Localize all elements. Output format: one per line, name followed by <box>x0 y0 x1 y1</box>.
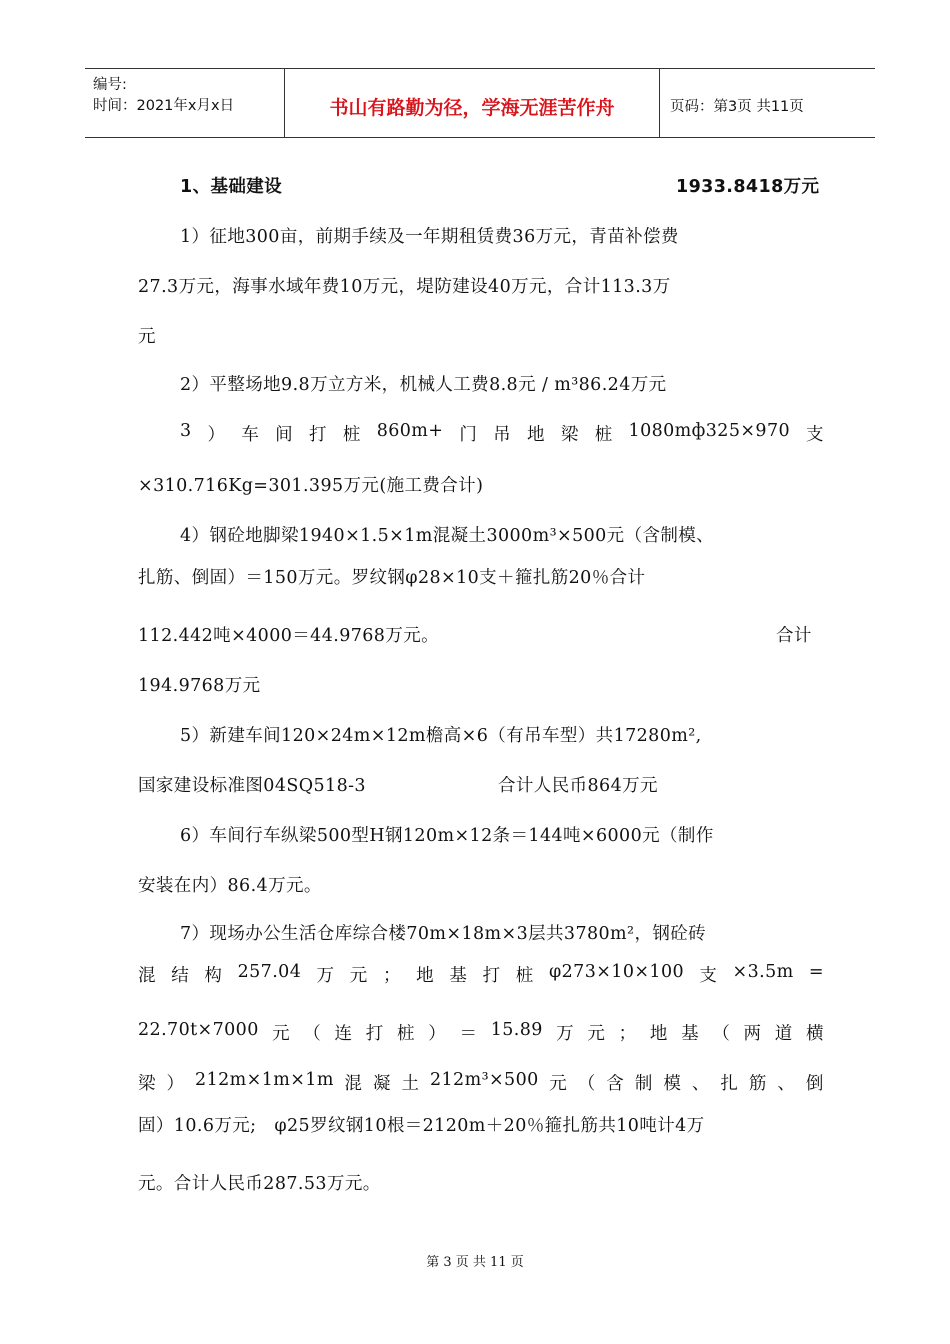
text-token: 支 <box>805 425 824 445</box>
page-header <box>85 68 875 138</box>
text-token: ×3.5m <box>732 962 794 982</box>
text-token: 打 <box>482 966 501 986</box>
text-token: 地 <box>416 966 435 986</box>
paragraph-7-line-6: 元。合计人民币287.53万元。 <box>138 1174 381 1194</box>
paragraph-7-line-5: 固）10.6万元; φ25罗纹钢10根＝2120m＋20％箍扎筋共10吨计4万 <box>138 1116 705 1136</box>
text-token: 212m³×500 <box>429 1070 539 1090</box>
text-token: 基 <box>449 966 468 986</box>
paragraph-1-line-1: 1）征地300亩，前期手续及一年期租赁费36万元，青苗补偿费 <box>180 227 679 247</box>
header-slogan-cell <box>285 69 660 137</box>
text-token: 结 <box>171 966 190 986</box>
text-token: 1080mф325×970 <box>628 421 791 441</box>
text-token: 元 <box>349 966 368 986</box>
text-token: 倒 <box>805 1074 824 1094</box>
text-token: 门 <box>459 425 478 445</box>
paragraph-6-line-1: 6）车间行车纵梁500型H钢120m×12条＝144吨×6000元（制作 <box>180 826 714 846</box>
text-token: ） <box>166 1074 185 1094</box>
text-token: 桩 <box>515 966 534 986</box>
text-token: 元 <box>587 1024 606 1044</box>
header-page-cell <box>660 69 875 137</box>
header-page-code: 页码：第3页 共11页 <box>670 99 804 115</box>
text-token: ） <box>428 1024 447 1044</box>
text-token: 连 <box>334 1024 353 1044</box>
text-token: 打 <box>365 1024 384 1044</box>
text-token: （ <box>712 1024 731 1044</box>
text-token: 制 <box>634 1074 653 1094</box>
paragraph-1-line-3: 元 <box>138 327 156 347</box>
header-meta-cell <box>85 69 285 137</box>
header-slogan: 书山有路勤为径，学海无涯苦作舟 <box>329 97 615 119</box>
text-token: 混 <box>344 1074 363 1094</box>
text-token: （ <box>577 1074 596 1094</box>
text-token: 道 <box>774 1024 793 1044</box>
text-token: = <box>808 962 824 982</box>
document-time-label: 时间：2021年x月x日 <box>93 98 235 114</box>
paragraph-2-line-1: 2）平整场地9.8万立方米，机械人工费8.8元 / m³86.24万元 <box>180 375 667 395</box>
text-token: 桩 <box>594 425 613 445</box>
text-token: 间 <box>275 425 294 445</box>
text-token: 吊 <box>493 425 512 445</box>
paragraph-4-line-3-left: 112.442吨×4000＝44.9768万元。 <box>138 626 440 646</box>
text-token: 、 <box>777 1074 796 1094</box>
text-token: 万 <box>316 966 335 986</box>
text-token: 212m×1m×1m <box>195 1070 334 1090</box>
text-token: 支 <box>699 966 718 986</box>
text-token: 基 <box>681 1024 699 1044</box>
text-token: 扎 <box>720 1074 739 1094</box>
text-token: 3 <box>180 421 192 441</box>
text-token: 梁 <box>138 1074 156 1094</box>
text-token: （ <box>303 1024 322 1044</box>
text-token: 构 <box>204 966 223 986</box>
text-token: 打 <box>309 425 327 445</box>
paragraph-3-line-2: ×310.716Kg=301.395万元(施工费合计) <box>138 476 484 496</box>
text-token: 模 <box>663 1074 682 1094</box>
paragraph-7-line-3 <box>138 1020 824 1045</box>
text-token: 22.70t×7000 <box>138 1020 259 1040</box>
text-token: ＝ <box>459 1024 478 1044</box>
paragraph-3-line-1 <box>180 421 824 446</box>
text-token: 凝 <box>372 1074 391 1094</box>
text-token: 元 <box>549 1074 568 1094</box>
text-token: ； <box>618 1024 637 1044</box>
text-token: 梁 <box>560 425 579 445</box>
text-token: 地 <box>649 1024 668 1044</box>
paragraph-4-line-4: 194.9768万元 <box>138 676 261 696</box>
text-token: ； <box>382 966 401 986</box>
document-code-label: 编号: <box>93 77 127 93</box>
text-token: 地 <box>527 425 545 445</box>
text-token: 两 <box>743 1024 762 1044</box>
text-token: ） <box>207 425 226 445</box>
section-title: 1、基础建设 <box>180 177 283 197</box>
text-token: 桩 <box>397 1024 415 1044</box>
text-token: 筋 <box>748 1074 767 1094</box>
paragraph-4-line-3-right: 合计 <box>776 626 812 646</box>
text-token: 横 <box>806 1024 824 1044</box>
page-footer: 第 3 页 共 11 页 <box>426 1255 524 1270</box>
text-token: 元 <box>272 1024 290 1044</box>
paragraph-4-line-1: 4）钢砼地脚梁1940×1.5×1m混凝土3000m³×500元（含制模、 <box>180 526 715 546</box>
text-token: 257.04 <box>237 962 302 982</box>
paragraph-6-line-2: 安装在内）86.4万元。 <box>138 876 322 896</box>
text-token: 桩 <box>342 425 361 445</box>
section-total: 1933.8418万元 <box>676 177 820 197</box>
paragraph-5-line-2-left: 国家建设标准图04SQ518-3 <box>138 776 366 796</box>
text-token: 、 <box>691 1074 710 1094</box>
text-token: 车 <box>241 425 260 445</box>
text-token: φ273×10×100 <box>548 962 685 982</box>
text-token: 860m+ <box>376 421 444 441</box>
text-token: 混 <box>138 966 156 986</box>
text-token: 万 <box>556 1024 575 1044</box>
paragraph-7-line-4 <box>138 1070 824 1095</box>
paragraph-5-line-1: 5）新建车间120×24m×12m檐高×6（有吊车型）共17280m², <box>180 726 702 746</box>
text-token: 土 <box>401 1074 420 1094</box>
paragraph-4-line-2: 扎筋、倒固）＝150万元。罗纹钢φ28×10支＋箍扎筋20％合计 <box>138 568 646 588</box>
paragraph-7-line-1: 7）现场办公生活仓库综合楼70m×18m×3层共3780m²，钢砼砖 <box>180 924 707 944</box>
paragraph-5-line-2-right: 合计人民币864万元 <box>498 776 658 796</box>
text-token: 含 <box>606 1074 625 1094</box>
paragraph-7-line-2 <box>138 962 824 987</box>
text-token: 15.89 <box>490 1020 543 1040</box>
paragraph-1-line-2: 27.3万元，海事水域年费10万元，堤防建设40万元，合计113.3万 <box>138 277 671 297</box>
